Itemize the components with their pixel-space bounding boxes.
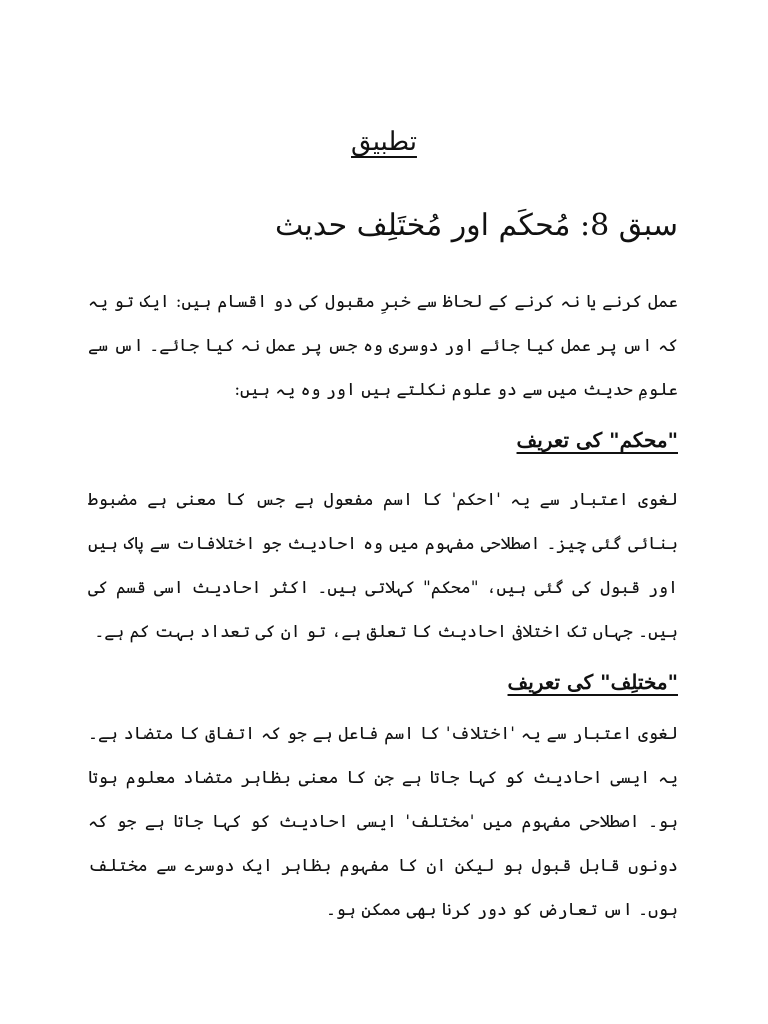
section-heading-mukhtalif: "مختلِف" کی تعریف bbox=[507, 670, 678, 694]
section-heading-muhkam: "محکم" کی تعریف bbox=[516, 428, 678, 452]
intro-paragraph: عمل کرنے یا نہ کرنے کے لحاظ سے خبرِ مقبول کی دو اقسام ہیں: ایک تو یہ کہ اس پر عمل کیا جائے اور دوسری وہ جس پر عمل نہ کیا جائے۔ اس سے علومِ حدیث میں سے دو علوم نکلتے ہیں اور وہ یہ ہیں: bbox=[88, 292, 678, 400]
section-body-mukhtalif: لغوی اعتبار سے یہ 'اختلاف' کا اسم فاعل ہے جو کہ اتفاق کا متضاد ہے۔ یہ ایسی احادیث کو کہا جاتا ہے جن کا معنی بظاہر متضاد معلوم ہوتا ہو۔ اصطلاحی مفہوم میں 'مختلف' ایسی احادیث کو کہا جاتا ہے جو کہ دونوں قابل قبول ہو لیکن ان کا مفہوم بظاہر ایک دوسرے سے مختلف ہوں۔ اس تعارض کو دور کرنا بھی ممکن ہو۔ bbox=[88, 724, 678, 920]
lesson-heading: سبق 8: مُحکَم اور مُختَلِف حدیث bbox=[275, 208, 678, 243]
document-title: تطبیق bbox=[351, 127, 417, 157]
section-body-muhkam: لغوی اعتبار سے یہ 'احکم' کا اسم مفعول ہے جس کا معنی ہے مضبوط بنائی گئی چیز۔ اصطلاحی مفہوم میں وہ احادیث جو اختلافات سے پاک ہیں اور قبول کی گئی ہیں، "محکم" کہلاتی ہیں۔ اکثر احادیث اسی قسم کی ہیں۔ جہاں تک اختلافی احادیث کا تعلق ہے، تو ان کی تعداد بہت کم ہے۔ bbox=[88, 490, 678, 642]
